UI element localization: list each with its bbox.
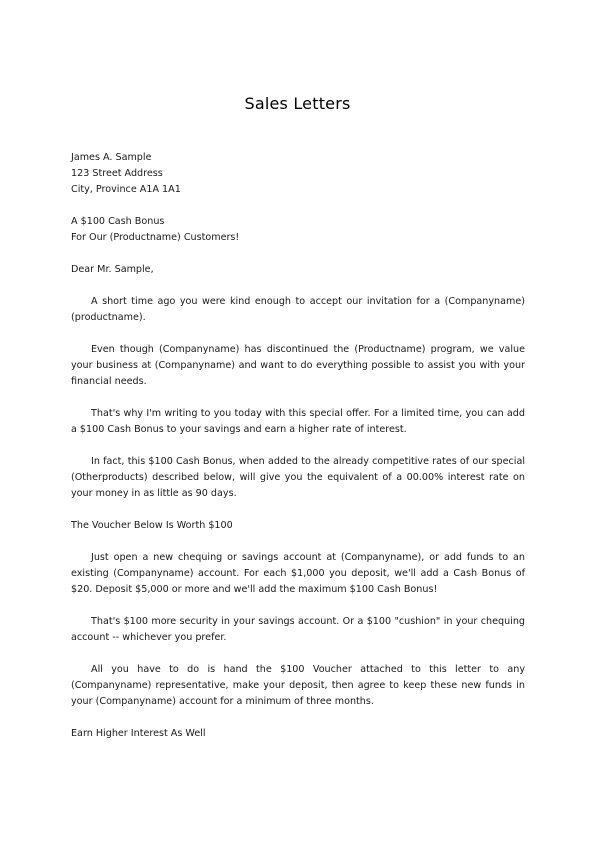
paragraph: A short time ago you were kind enough to accept our invitation for a (Companyname) (productname). — [71, 296, 525, 323]
recipient-city: City, Province A1A 1A1 — [71, 184, 181, 195]
paragraph: Just open a new chequing or savings account at (Companyname), or add funds to an existing (Companyname) account. For each $1,000 you deposit, we'll add a Cash Bonus of $20. Deposit $5,000 or more and we'll add the maximum $100 Cash Bonus! — [71, 552, 525, 595]
paragraph: Even though (Companyname) has discontinued the (Productname) program, we value your business at (Companyname) and want to do everything possible to assist you with your financial needs. — [71, 344, 525, 387]
page-title: Sales Letters — [244, 94, 351, 113]
section-heading-interest: Earn Higher Interest As Well — [71, 728, 206, 739]
salutation: Dear Mr. Sample, — [71, 264, 154, 275]
paragraph: That's why I'm writing to you today with this special offer. For a limited time, you can add a $100 Cash Bonus to your savings and earn a higher rate of interest. — [71, 408, 525, 435]
paragraph: All you have to do is hand the $100 Voucher attached to this letter to any (Companyname) representative, make your deposit, then agree to keep these new funds in your (Companyname) account for a minimum of three months. — [71, 664, 525, 707]
recipient-name: James A. Sample — [71, 152, 152, 163]
recipient-street: 123 Street Address — [71, 168, 163, 179]
paragraph: In fact, this $100 Cash Bonus, when added to the already competitive rates of our special (Otherproducts) described below, will give you the equivalent of a 00.00% interest rate on your money in as little as 90 days. — [71, 456, 525, 499]
subject-line-2: For Our (Productname) Customers! — [71, 232, 240, 243]
section-heading-voucher: The Voucher Below Is Worth $100 — [71, 520, 233, 531]
letter-body — [71, 150, 525, 742]
paragraph: That's $100 more security in your savings account. Or a $100 "cushion" in your chequing account -- whichever you prefer. — [71, 616, 525, 643]
subject-line-1: A $100 Cash Bonus — [71, 216, 165, 227]
